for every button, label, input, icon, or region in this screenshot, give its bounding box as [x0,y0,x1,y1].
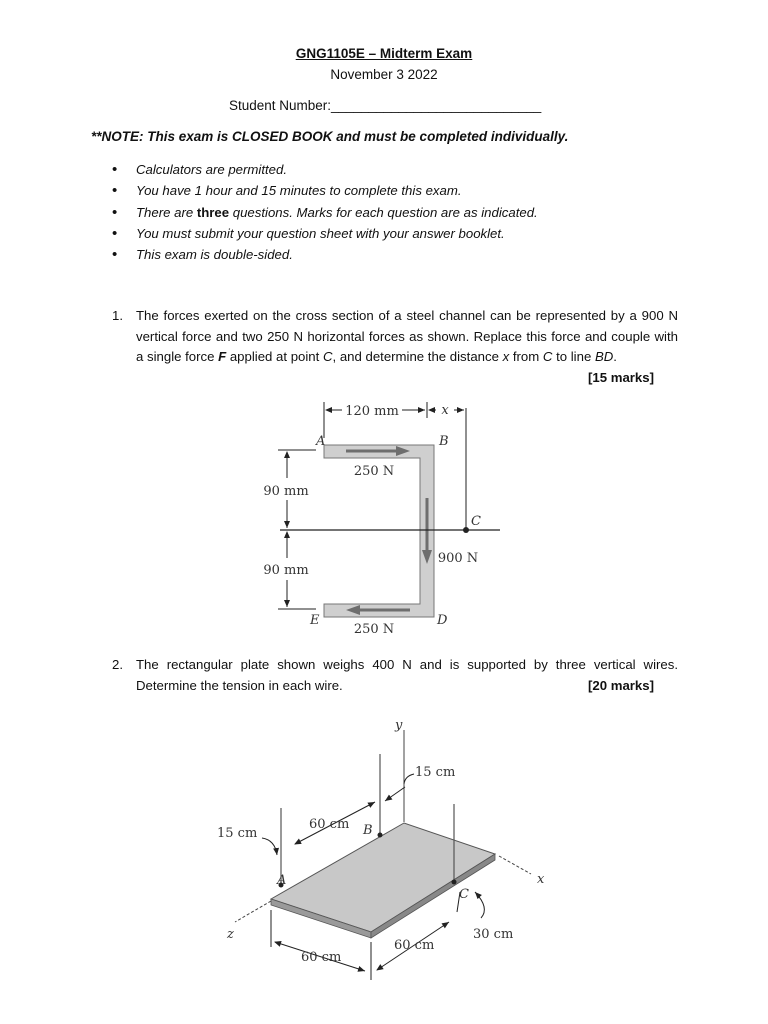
q1-distance-symbol: x [502,349,510,364]
exam-title [0,46,768,61]
z-axis-label: z [227,927,234,942]
point-c-label: C [471,514,481,529]
instruction-text: There are [136,204,197,220]
dim-90-lower-label: 90 mm [263,563,309,578]
dim-30-arc [475,892,484,918]
force-top-label: 250 N [353,464,395,479]
dim-15-top-label: 15 cm [415,765,456,780]
instruction-item: • Calculators are permitted. [112,160,538,181]
instruction-item [112,203,538,224]
instructions-list [112,160,538,266]
instruction-item: • This exam is double-sided. [112,245,538,266]
force-vertical-label: 900 N [437,551,479,566]
instruction-item: • You have 1 hour and 15 minutes to complete this exam. [112,181,538,202]
z-axis [235,901,271,922]
title-text: – Midterm Exam [364,46,473,61]
q1-line-symbol: BD [594,349,614,364]
question-number: 2. [112,657,123,672]
point-a-label: A [277,873,287,888]
dim-60-bottom-left-label: 60 cm [301,950,342,965]
point-a-label: A [316,434,326,449]
question-marks: [15 marks] [588,369,654,385]
point-c-label: C [459,887,469,902]
question-text: The rectangular plate shown weighs 400 N and is supported by three vertical wires. Determine the tension in each wire. [136,657,678,693]
dim-x-label: x [441,403,449,418]
point-e-label: E [310,613,320,628]
dim-30-label: 30 cm [473,927,514,942]
course-code: GNG1105E [295,46,365,61]
q1-text-part: . [613,349,617,364]
q1-text-part: , and determine the distance [332,349,503,364]
dim-60-top-label: 60 cm [309,817,350,832]
point-d-label: D [437,613,448,628]
q1-text-part: The forces exerted on the cross section of a steel channel can be represented by a 900 N vertical force and two 250 N horizontal forces as shown. Replace this force and couple with a single force [136,308,678,364]
q1-point-symbol: C [542,349,553,364]
dim-15-top-leader [404,774,414,784]
question-text [136,306,678,368]
channel-figure [250,398,520,643]
q1-text-part: applied at point [226,349,323,364]
x-axis [499,856,531,874]
point-c-dot [463,527,469,533]
instruction-emphasis: three [196,204,230,220]
question-number: 1. [112,308,123,323]
question-marks: [20 marks] [588,677,654,693]
dim-15-left-label: 15 cm [217,826,258,841]
dim-15-top-line [385,787,405,801]
instruction-item: • You must submit your question sheet with your answer booklet. [112,224,538,245]
x-axis-label: x [537,872,545,887]
plate-figure [205,712,555,984]
dim-60-bottom-mid-label: 60 cm [394,938,435,953]
instruction-text: questions. Marks for each question are as indicated. [229,204,538,220]
point-b-label: B [363,823,373,838]
student-number-field: Student Number:____________________________ [229,98,542,113]
question-1 [112,306,678,388]
q1-point-symbol: C [322,349,333,364]
closed-book-note: **NOTE: This exam is CLOSED BOOK and must be completed individually. [91,129,569,144]
exam-date: November 3 2022 [330,67,438,82]
q1-text-part: from [509,349,543,364]
dim-120-label: 120 mm [345,404,399,419]
q1-force-symbol: F [218,349,227,364]
point-b-label: B [439,434,449,449]
dim-90-upper-label: 90 mm [263,484,309,499]
force-bottom-label: 250 N [353,622,395,637]
question-2 [112,655,678,696]
q1-text-part: to line [552,349,595,364]
point-c-dot [452,880,457,885]
y-axis-label: y [395,718,403,733]
point-b-dot [378,833,383,838]
dim-15-left-leader [262,838,277,855]
